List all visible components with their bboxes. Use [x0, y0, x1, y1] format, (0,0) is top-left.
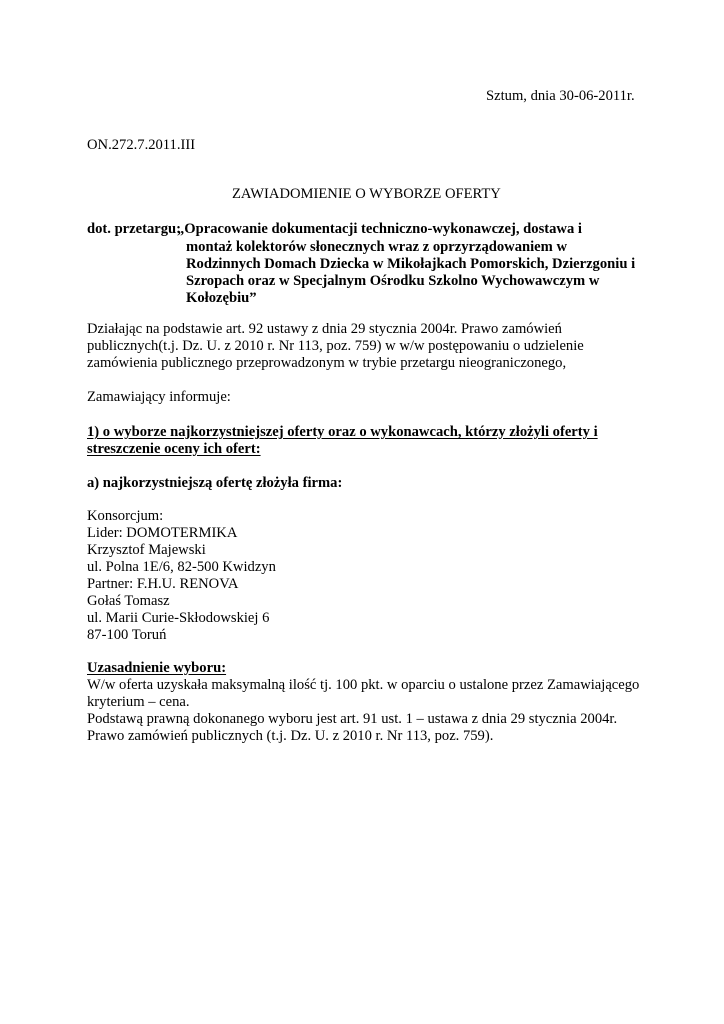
section-1-heading: 1) o wyborze najkorzystniejszej oferty oraz o wykonawcach, którzy złożyli oferty i — [87, 424, 598, 440]
justification-line: Podstawą prawną dokonanego wyboru jest art. 91 ust. 1 – ustawa z dnia 29 stycznia 2004r. — [87, 711, 618, 727]
section-a-heading: a) najkorzystniejszą ofertę złożyła firma: — [87, 475, 343, 491]
intro-line: Działając na podstawie art. 92 ustawy z dnia 29 stycznia 2004r. Prawo zamówień — [87, 321, 562, 337]
justification-heading: Uzasadnienie wyboru: — [87, 660, 227, 676]
intro-line: publicznych(t.j. Dz. U. z 2010 r. Nr 113, poz. 759) w w/w postępowaniu o udzielenie — [87, 338, 584, 354]
justification-line: W/w oferta uzyskała maksymalną ilość tj. 100 pkt. w oparciu o ustalone przez Zamawiającego — [87, 677, 640, 693]
justification-line: Prawo zamówień publicznych (t.j. Dz. U. z 2010 r. Nr 113, poz. 759). — [87, 728, 494, 744]
justification-line: kryterium – cena. — [87, 694, 190, 710]
place-date: Sztum, dnia 30-06-2011r. — [486, 88, 635, 104]
section-1-heading: streszczenie oceny ich ofert: — [87, 441, 261, 457]
subject-line: Rodzinnych Domach Dziecka w Mikołajkach Pomorskich, Dzierzgoniu i — [186, 256, 636, 272]
subject-line: Szropach oraz w Specjalnym Ośrodku Szkolno Wychowawczym w — [186, 273, 600, 289]
consortium-line: ul. Polna 1E/6, 82-500 Kwidzyn — [87, 559, 276, 575]
consortium-line: Krzysztof Majewski — [87, 542, 206, 558]
consortium-line: Lider: DOMOTERMIKA — [87, 525, 238, 541]
document-title: ZAWIADOMIENIE O WYBORZE OFERTY — [232, 186, 501, 202]
subject-line: Kołozębiu” — [186, 290, 257, 306]
consortium-line: Gołaś Tomasz — [87, 593, 170, 609]
consortium-line: 87-100 Toruń — [87, 627, 167, 643]
reference-number: ON.272.7.2011.III — [87, 137, 196, 153]
subject-line: „Opracowanie dokumentacji techniczno-wykonawczej, dostawa i — [177, 221, 582, 237]
consortium-line: Partner: F.H.U. RENOVA — [87, 576, 239, 592]
subject-label: dot. przetargu: — [87, 221, 182, 237]
consortium-line: ul. Marii Curie-Skłodowskiej 6 — [87, 610, 270, 626]
informs-text: Zamawiający informuje: — [87, 389, 231, 405]
consortium-line: Konsorcjum: — [87, 508, 164, 524]
subject-line: montaż kolektorów słonecznych wraz z oprzyrządowaniem w — [186, 239, 567, 255]
intro-line: zamówienia publicznego przeprowadzonym w trybie przetargu nieograniczonego, — [87, 355, 567, 371]
